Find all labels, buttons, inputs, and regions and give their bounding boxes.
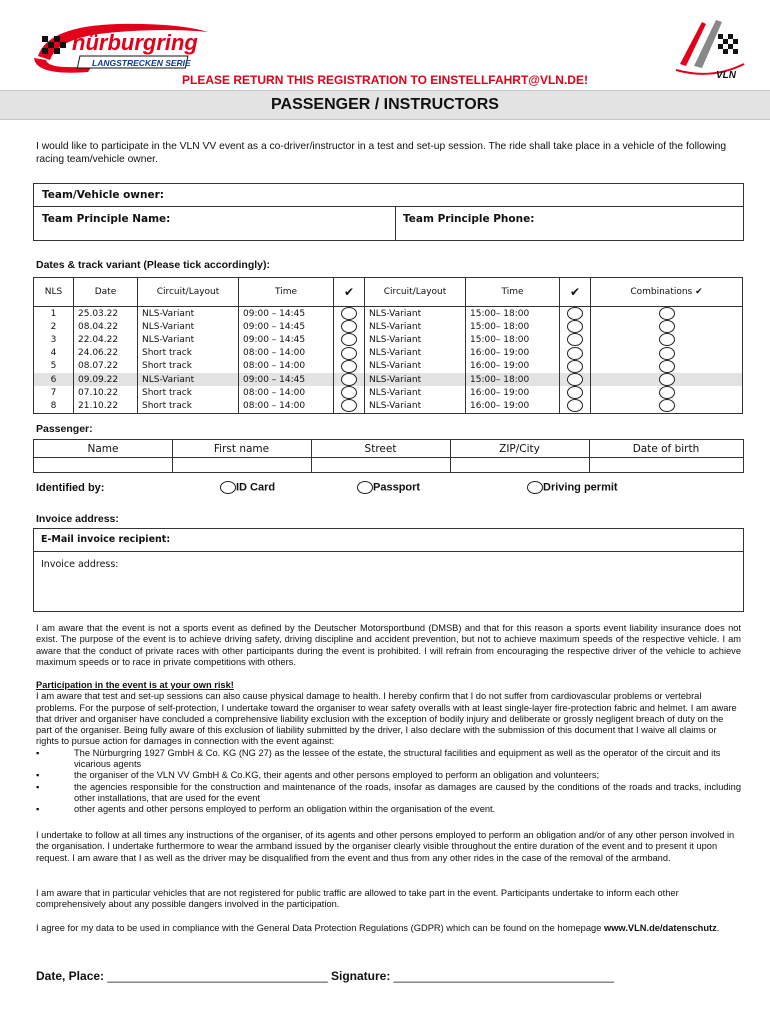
nls-cell: 3 [34, 333, 74, 346]
legal-paragraph-3: I undertake to follow at all times any instructions of the organiser, of its agents and other persons employed to perform an obligation and/or of any other person involved in the organisation. I undertake furthermore to wear the armband issued by the organiser clearly visible throughout the entire duration of the event and to present it upon request. I am aware that I as well as the driver may be disqualified from the event and thus from any other rides in the case of the removal of the armband. [36, 830, 735, 863]
check-cell [560, 399, 591, 413]
passenger-street-input[interactable] [312, 458, 449, 472]
slot1-checkbox[interactable] [341, 399, 357, 412]
nls-cell: 4 [34, 347, 74, 360]
time-cell: 08:00 – 14:00 [239, 399, 334, 413]
nls-cell: 2 [34, 320, 74, 333]
nurburgring-logo-graphic [28, 18, 213, 80]
slot1-checkbox[interactable] [341, 386, 357, 399]
slot1-checkbox[interactable] [341, 347, 357, 360]
date-cell: 24.06.22 [74, 347, 138, 360]
date-row [34, 347, 743, 360]
circuit-cell: Short track [138, 399, 239, 413]
passenger-zip-input[interactable] [451, 458, 588, 472]
col-zip-city: ZIP/City [499, 443, 540, 455]
legal-paragraph-1: I am aware that the event is not a sports event as defined by the Deutscher Motorsportbund (DMSB) and that for this reason a sports event liability insurance does not exist. The purpose of the event is to achieve driving safety, driving discipline and accident prevention, but not to achieve maximum speeds of the respective vehicle. I am aware that the conduct of private races with other participants during the event is prohibited. I will refrain from encouraging the respective driver of the vehicle to achieve maximum speeds or to race in private competitions with others. [36, 623, 741, 667]
circuit-cell: NLS-Variant [365, 333, 466, 346]
gdpr-link[interactable]: www.VLN.de/datenschutz [603, 923, 717, 933]
time-cell: 15:00– 18:00 [466, 320, 560, 333]
check-cell [591, 373, 743, 386]
nurburgring-logo [28, 18, 213, 80]
check-cell [334, 399, 365, 413]
return-notice: PLEASE RETURN THIS REGISTRATION TO EINSTELLFAHRT@VLN.DE! [182, 73, 588, 87]
check-cell [334, 373, 365, 386]
col-name: Name [87, 443, 119, 455]
check-cell [591, 360, 743, 373]
waiver-bullet [36, 804, 741, 815]
nls-cell: 6 [34, 373, 74, 386]
gdpr-end: . [716, 923, 720, 933]
time-cell: 16:00– 19:00 [466, 347, 560, 360]
date-cell: 08.04.22 [74, 320, 138, 333]
time-cell: 15:00– 18:00 [466, 333, 560, 346]
time-cell: 08:00 – 14:00 [239, 347, 334, 360]
circuit-cell: NLS-Variant [365, 386, 466, 399]
driving-permit-label: Driving permit [543, 481, 618, 494]
col-header-combinations: Combinations ✔ [591, 278, 743, 307]
dates-heading: Dates & track variant (Please tick accordingly): [36, 259, 271, 271]
slot1-checkbox[interactable] [341, 320, 357, 333]
passport-option[interactable] [357, 481, 420, 494]
combination-checkbox[interactable] [659, 399, 675, 412]
check-cell [560, 386, 591, 399]
invoice-heading: Invoice address: [36, 513, 119, 525]
team-phone-field[interactable]: Team Principle Phone: [403, 213, 535, 225]
id-card-option[interactable] [220, 481, 275, 494]
check-cell [334, 333, 365, 346]
time-cell: 09:00 – 14:45 [239, 333, 334, 346]
slot1-checkbox[interactable] [341, 307, 357, 320]
check-cell [560, 333, 591, 346]
date-cell: 09.09.22 [74, 373, 138, 386]
nls-cell: 7 [34, 386, 74, 399]
slot2-checkbox[interactable] [567, 386, 583, 399]
combination-checkbox[interactable] [659, 386, 675, 399]
waiver-bullet [36, 748, 741, 771]
gdpr-text: I agree for my data to be used in compliance with the General Data Protection Regulations (GDPR) which can be found on the homepage [36, 923, 602, 933]
check-cell [591, 399, 743, 413]
combination-checkbox[interactable] [659, 333, 675, 346]
check-cell [560, 347, 591, 360]
waiver-text: The Nürburgring 1927 GmbH & Co. KG (NG 27) as the lessee of the estate, the structural facilities and equipment as well as the operator of the circuit and its vicarious agents [74, 747, 721, 770]
time-cell: 15:00– 18:00 [466, 307, 560, 321]
waiver-text: the organiser of the VLN VV GmbH & Co.KG, their agents and other persons employed to perform an obligation and volunteers; [74, 770, 600, 781]
circuit-cell: NLS-Variant [138, 307, 239, 321]
circuit-cell: Short track [138, 386, 239, 399]
check-cell [560, 320, 591, 333]
risk-heading: Participation in the event is at your own risk! [36, 680, 234, 690]
date-cell: 22.04.22 [74, 333, 138, 346]
date-place-input[interactable]: _________________________________ [107, 969, 328, 983]
date-cell: 07.10.22 [74, 386, 138, 399]
driving-permit-option[interactable] [527, 481, 618, 494]
logo-left-text: nürburgring [72, 30, 198, 55]
col-header: Circuit/Layout [365, 278, 466, 307]
time-cell: 09:00 – 14:45 [239, 320, 334, 333]
col-street: Street [364, 443, 397, 455]
circuit-cell: NLS-Variant [365, 307, 466, 321]
slot2-checkbox[interactable] [567, 347, 583, 360]
identified-by-label: Identified by: [36, 482, 105, 494]
circuit-cell: Short track [138, 347, 239, 360]
legal-paragraph-2: I am aware that test and set-up sessions can also cause physical damage to health. I hereby confirm that I do not suffer from cardiovascular problems or vertebral problems. For the purpose of self-protection, I undertake toward the organiser to wear safety overalls with at least single-layer fire-protection fabric and helmet. I am aware that driver and organiser have concluded a comprehensive liability exclusion with the exception of bodily injury and deliberate or grossly negligent breach of duty on the part of the organiser. Being fully aware of this exclusion of liability submitted by the driver, I also declare with the submission of this document that I waive all claims or rights to pursue action for damages in connection with the event against: [36, 691, 737, 747]
intro-text: I would like to participate in the VLN VV event as a co-driver/instructor in a test and set-up session. The ride shall take place in a vehicle of the following racing team/vehicle owner. [36, 141, 727, 165]
passenger-heading: Passenger: [36, 423, 93, 435]
team-principal-field[interactable]: Team Principle Name: [42, 213, 171, 225]
invoice-address-field[interactable]: Invoice address: [41, 559, 119, 570]
id-card-radio[interactable] [220, 481, 236, 494]
check-cell [334, 347, 365, 360]
logo-left-sub: LANGSTRECKEN SERIE [92, 58, 191, 68]
bullet-mark: ▪ [36, 804, 40, 815]
logo-right-text: VLN [716, 70, 736, 81]
slot1-checkbox[interactable] [341, 360, 357, 373]
date-row [34, 333, 743, 346]
circuit-cell: NLS-Variant [365, 399, 466, 413]
legal-paragraph-5 [36, 923, 741, 934]
col-date-of-birth: Date of birth [632, 443, 700, 455]
nls-cell: 1 [34, 307, 74, 321]
slot2-checkbox[interactable] [567, 320, 583, 333]
col-header: Circuit/Layout [138, 278, 239, 307]
check-cell [591, 347, 743, 360]
time-cell: 08:00 – 14:00 [239, 360, 334, 373]
check-cell [334, 386, 365, 399]
team-box [33, 183, 744, 241]
title-bar [0, 90, 770, 120]
col-header-check: ✔ [334, 278, 365, 307]
passenger-dob-input[interactable] [590, 458, 742, 472]
passport-radio[interactable] [357, 481, 373, 494]
bullet-mark: ▪ [36, 747, 40, 758]
check-cell [334, 360, 365, 373]
combination-checkbox[interactable] [659, 360, 675, 373]
invoice-email-field[interactable]: E-Mail invoice recipient: [41, 534, 171, 545]
circuit-cell: NLS-Variant [138, 333, 239, 346]
combination-checkbox[interactable] [659, 347, 675, 360]
bullet-mark: ▪ [36, 770, 40, 781]
check-cell [591, 333, 743, 346]
nls-cell: 8 [34, 399, 74, 413]
time-cell: 16:00– 19:00 [466, 399, 560, 413]
date-place-label: Date, Place: [36, 969, 105, 983]
check-cell [591, 386, 743, 399]
slot2-checkbox[interactable] [567, 360, 583, 373]
circuit-cell: NLS-Variant [138, 320, 239, 333]
signature-line [36, 969, 614, 983]
slot2-checkbox[interactable] [567, 333, 583, 346]
legal-paragraph-4: I am aware that in particular vehicles that are not registered for public traffic are allowed to take part in the event. Participants undertake to inform each other comprehensively about any possible dangers involved in the participation. [36, 888, 679, 910]
slot1-checkbox[interactable] [341, 373, 357, 386]
circuit-cell: NLS-Variant [365, 320, 466, 333]
waiver-bullet [36, 770, 741, 781]
col-first-name: First name [213, 443, 270, 455]
circuit-cell: Short track [138, 360, 239, 373]
check-cell [334, 320, 365, 333]
slot2-checkbox[interactable] [567, 307, 583, 320]
date-row [34, 360, 743, 373]
check-cell [560, 307, 591, 321]
passport-label: Passport [373, 481, 421, 494]
signature-input[interactable]: _________________________________ [393, 969, 614, 983]
date-row [34, 320, 743, 333]
date-cell: 25.03.22 [74, 307, 138, 321]
waiver-text: other agents and other persons employed to perform an obligation within the organisation of the event. [74, 804, 496, 815]
id-card-label: ID Card [236, 481, 276, 494]
team-owner-field[interactable]: Team/Vehicle owner: [42, 189, 164, 201]
time-cell: 15:00– 18:00 [466, 373, 560, 386]
time-cell: 08:00 – 14:00 [239, 386, 334, 399]
waiver-text: the agencies responsible for the construction and maintenance of the roads, insofar as damages are caused by the conditions of the roads and tracks, including other installations, that are used for the event [74, 781, 741, 803]
date-cell: 21.10.22 [74, 399, 138, 413]
date-row [34, 307, 743, 321]
date-row [34, 399, 743, 413]
check-cell [334, 307, 365, 321]
dates-table-wrap [33, 277, 743, 414]
bullet-mark: ▪ [36, 781, 40, 792]
signature-label: Signature: [330, 969, 391, 983]
slot1-checkbox[interactable] [341, 333, 357, 346]
circuit-cell: NLS-Variant [365, 373, 466, 386]
date-row [34, 386, 743, 399]
passenger-name-input[interactable] [35, 458, 171, 472]
dates-header-row [34, 278, 743, 307]
combination-checkbox[interactable] [659, 307, 675, 320]
check-cell [591, 307, 743, 321]
combination-checkbox[interactable] [659, 373, 675, 386]
passenger-first-name-input[interactable] [173, 458, 310, 472]
col-header: NLS [34, 278, 74, 307]
circuit-cell: NLS-Variant [365, 347, 466, 360]
combination-checkbox[interactable] [659, 320, 675, 333]
slot2-checkbox[interactable] [567, 399, 583, 412]
dates-table [33, 277, 743, 414]
col-header-check: ✔ [560, 278, 591, 307]
invoice-box [33, 528, 744, 612]
slot2-checkbox[interactable] [567, 373, 583, 386]
col-header: Time [466, 278, 560, 307]
nls-cell: 5 [34, 360, 74, 373]
circuit-cell: NLS-Variant [365, 360, 466, 373]
time-cell: 16:00– 19:00 [466, 386, 560, 399]
time-cell: 09:00 – 14:45 [239, 373, 334, 386]
time-cell: 09:00 – 14:45 [239, 307, 334, 321]
date-row [34, 373, 743, 386]
check-cell [591, 320, 743, 333]
circuit-cell: NLS-Variant [138, 373, 239, 386]
check-cell [560, 373, 591, 386]
legal-block [36, 680, 741, 816]
passenger-table [33, 439, 744, 473]
check-cell [560, 360, 591, 373]
page-title: PASSENGER / INSTRUCTORS [271, 96, 499, 113]
col-header: Date [74, 278, 138, 307]
driving-permit-radio[interactable] [527, 481, 543, 494]
waiver-bullet [36, 782, 741, 805]
date-cell: 08.07.22 [74, 360, 138, 373]
col-header: Time [239, 278, 334, 307]
time-cell: 16:00– 19:00 [466, 360, 560, 373]
